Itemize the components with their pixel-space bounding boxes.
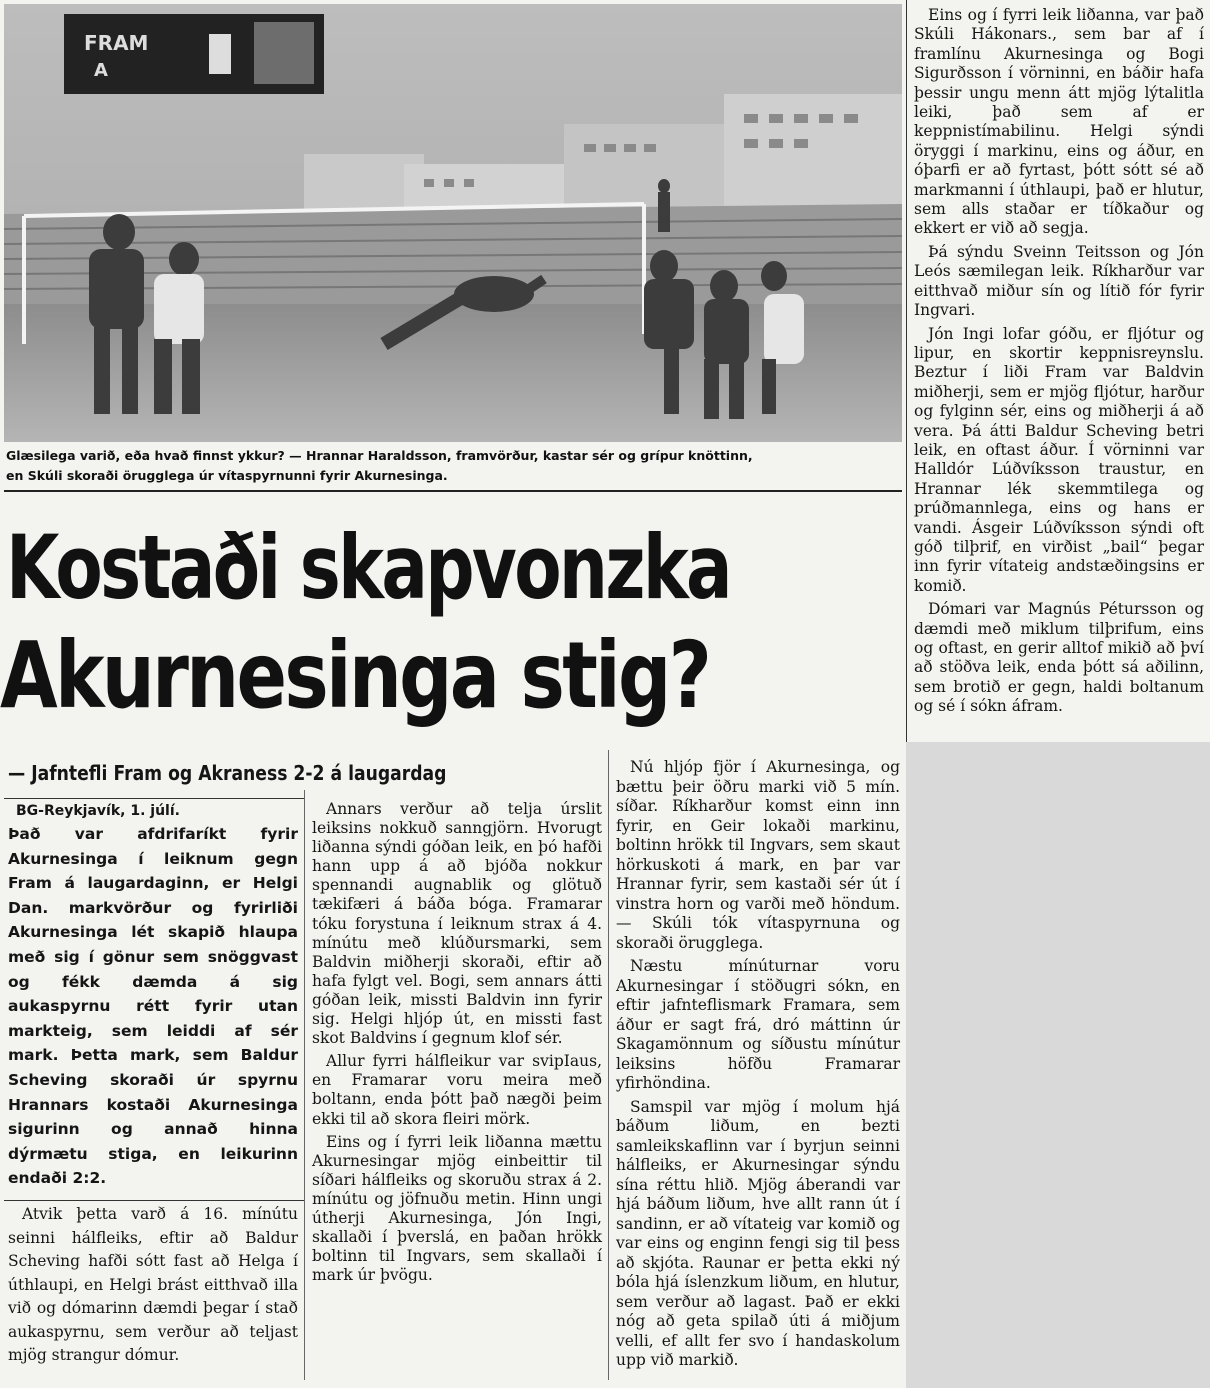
col-divider-1: [304, 790, 305, 1380]
headline-line-2: Akurnesinga stig?: [0, 622, 710, 729]
subhead-divider: [4, 798, 304, 799]
goalkeeper-save-photo: [4, 4, 902, 442]
caption-divider: [4, 490, 902, 492]
dateline: BG-Reykjavík, 1. júlí.: [16, 803, 180, 819]
article-column-2: [312, 800, 602, 1289]
col2-paragraph-2: Allur fyrri hálfleikur var svipIaus, en Framarar voru meira með boltann, enda þótt það nægði þeim ekki til að skora fleiri mörk.: [312, 1052, 602, 1128]
col3-paragraph-3: Samspil var mjög í molum hjá báðum liðum, en bezti samleikskaflinn var í byrjun seinni hálfleiks, er Akurnesingar sýndu sína réttu hlið. Mjög áberandi var hjá báðum liðum, hve allt rann út í sandinn, er að vítateig var komið og var eins og enginn fengi sig til þess að skjóta. Raunar er þetta ekki ný bóla hjá íslenzkum liðum, en hlutur, sem verður að lagast. Það er ekki nóg að geta spilað úti á miðjum velli, ef allt fer svo í handaskolum upp við markið.: [616, 1097, 900, 1369]
col4-paragraph-1: Eins og í fyrri leik liðanna, var það Skúli Hákonars., sem bar af í framlínu Akurnesinga og Bogi Sigurðsson í vörninni, en báðir hafa þessir ungu menn átt mjög lýtalitla leiki, það sem af er keppnistímabilinu. Helgi sýndi öryggi í markinu, eins og áður, en óþarfi er að fyrtast, þótt sótt sé að markmanni í úthlaupi, það er hlutur, sem alls staðar er tíðkaður og ekkert er við að segja.: [914, 6, 1204, 238]
subheadline: — Jafntefli Fram og Akraness 2-2 á laugardag: [8, 761, 447, 785]
caption-line-2: en Skúli skoraði örugglega úr vítaspyrnunni fyrir Akurnesinga.: [6, 468, 448, 483]
lead-paragraph: Það var afdrifaríkt fyrir Akurnesinga í leiknum gegn Fram á laugardaginn, er Helgi Dan. markvörður og fyrirliði Akurnesinga lét skapið hlaupa með sig í gönur sem snöggvast og fékk dæmda á sig aukaspyrnu rétt fyrir utan markteig, sem leiddi af sér mark. Þetta mark, sem Baldur Scheving skoraði úr spyrnu Hrannars kostaði Akurnesinga sigurinn og annað hinna dýrmætu stiga, en leikurinn endaði 2:2.: [8, 825, 298, 1188]
caption-line-1: Glæsilega varið, eða hvað finnst ykkur? — Hrannar Haraldsson, framvörður, kastar sér og grípur knöttinn,: [6, 448, 753, 463]
col2-paragraph-3: Eins og í fyrri leik liðanna mættu Akurnesingar mjög einbeittir til síðari hálfleiks og skoruðu strax á 2. mínútu og jöfnuðu metin. Hinn ungi útherji Akurnesinga, Jón Ingi, skallaði í þverslá, en þaðan hrökk boltinn til Ingvars, sem skallaði í mark úr þvögu.: [312, 1132, 602, 1285]
col-divider-2: [608, 750, 609, 1380]
col1-paragraph-2: Atvik þetta varð á 16. mínútu seinni hálfleiks, eftir að Baldur Scheving hafði sótt fast að Helga í úthlaupi, en Helgi brást eitthvað illa við og dómarinn dæmdi þegar í stað aukaspyrnu, sem verður að teljast mjög strangur dómur.: [8, 1205, 298, 1364]
col4-paragraph-3: Jón Ingi lofar góðu, er fljótur og lipur, en skortir keppnisreynslu. Beztur í liði Fram var Baldvin miðherji, sem er mjög fljótur, harður og fylginn sér, eins og miðherji á að vera. Þá átti Baldur Scheving betri leik, en oftast áður. Í vörninni var Halldór Lúðvíksson traustur, en Hrannar lék skemmtilega og prúðmannlega, eins og hans er vandi. Ásgeir Lúðvíksson sýndi oft góð tilþrif, en virðist „bail“ þegar inn fyrir vítateig andstæðingsins er komið.: [914, 324, 1204, 595]
col4-paragraph-2: Þá sýndu Sveinn Teitsson og Jón Leós sæmilegan leik. Ríkharður var eitthvað miður sín og lítið fór fyrir Ingvari.: [914, 242, 1204, 320]
col3-paragraph-1: Nú hljóp fjör í Akurnesinga, og bættu þeir öðru marki við 5 mín. síðar. Ríkharður komst einn inn fyrir, en Geir lokaði markinu, boltinn hrökk til Ingvars, sem skaut hörkuskoti á mark, en þar var Hrannar fyrir, sem kastaði sér út í vinstra horn og varði með höndum. — Skúli tók vítaspyrnuna og skoraði örugglega.: [616, 758, 900, 952]
football-photo: [4, 4, 902, 442]
col3-paragraph-2: Næstu mínúturnar voru Akurnesingar í stöðugri sókn, en eftir jafnteflismark Framara, sem áður er sagt frá, dró máttinn úr Skagamönnum og síðustu mínútur leiksins höfðu Framarar yfirhöndina.: [616, 957, 900, 1092]
article-column-1: [8, 800, 298, 1195]
scoreboard-team: FRAM: [84, 31, 149, 55]
photo-caption: [6, 446, 902, 486]
col-divider-3: [906, 0, 907, 742]
scoreboard-letter: A: [94, 60, 108, 81]
headline-line-1: Kostaði skapvonzka: [6, 516, 730, 619]
col1-divider: [4, 1200, 304, 1201]
article-column-1-continued: [8, 1203, 298, 1372]
article-column-4: [914, 6, 1204, 721]
article-column-3: [616, 758, 900, 1375]
col2-paragraph-1: Annars verður að telja úrslit leiksins nokkuð sanngjörn. Hvorugt liðanna sýndi góðan leik, en þó hafði hann upp á að bjóða nokkur spennandi augnablik og glötuð tækifæri á báða bóga. Framarar tóku forystuna í leiknum strax á 4. mínútu með klúðursmarki, sem Baldvin miðherji skoraði, eftir að hafa fylgt vel. Bogi, sem annars átti góðan leik, missti Baldvin inn fyrir sig. Helgi hljóp út, en missti fast skot Baldvins í gegnum klof sér.: [312, 800, 602, 1048]
col4-paragraph-4: Dómari var Magnús Pétursson og dæmdi með miklum tilþrifum, eins og oftast, en gerir alltof mikið að því að stöðva leik, enda þótt sá aðilinn, sem brotið er gegn, haldi boltanum og sé í sókn áfram.: [914, 600, 1204, 716]
